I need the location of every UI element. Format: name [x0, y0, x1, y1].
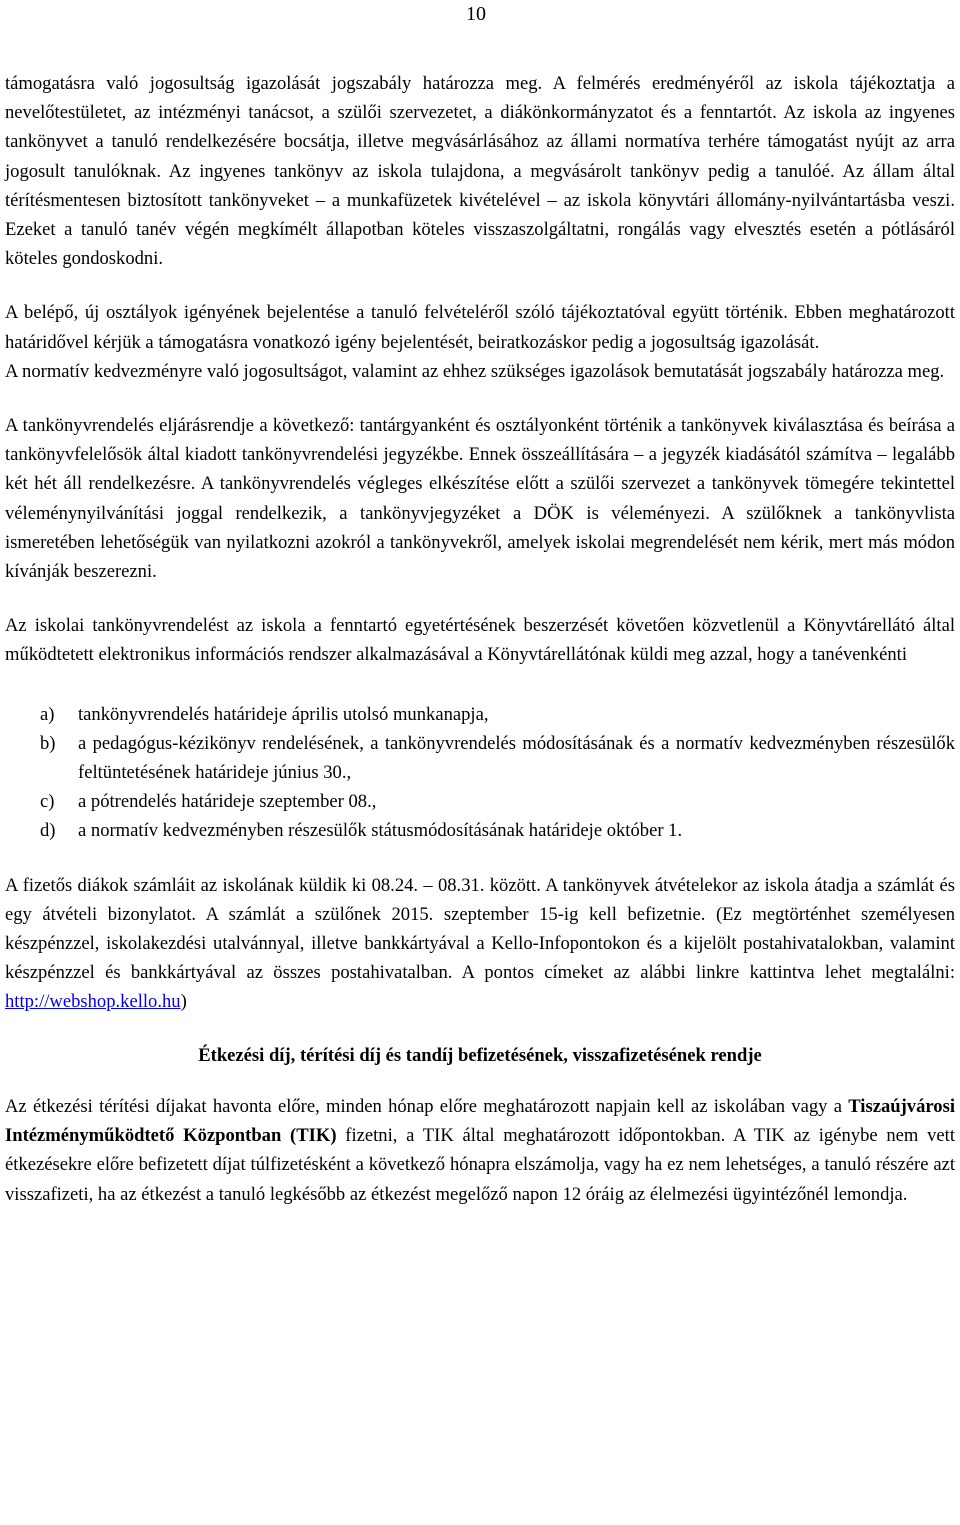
payment-text-end: ): [180, 991, 187, 1013]
paragraph-textbook-support: támogatásra való jogosultság igazolását jogszabály határozza meg. A felmérés eredményéről az iskola tájékoztatja a nevelőtestületet, az intézményi tanácsot, a szülői szervezetet, a diákönkormányzatot és a fenntartót. Az iskola az ingyenes tankönyvet a tanuló rendelkezésére bocsátja, illetve megvásárlásához az állami normatíva terhére támogatást nyújt az arra jogosult tanulóknak. Az ingyenes tankönyv az iskola tulajdona, a megvásárolt tankönyv pedig a tanulóé. Az állam által térítésmentesen biztosított tankönyveket – a munkafüzetek kivételével – az iskola könyvtári állomány-nyilvántartásba veszi. Ezeket a tanuló tanév végén megkímélt állapotban köteles visszaszolgáltatni, rongálás vagy elvesztés esetén a pótlásáról köteles gondoskodni.: [5, 73, 955, 270]
paragraph-payment: [5, 871, 955, 1017]
list-item-text: a pótrendelés határideje szeptember 08.,: [78, 791, 377, 813]
list-item: [5, 729, 955, 787]
payment-text: A fizetős diákok számláit az iskolának küldik ki 08.24. – 08.31. között. A tankönyvek átvételekor az iskola átadja a számlát és egy átvételi bizonylatot. A számlát a szülőnek 2015. szeptember 15-ig kell befizetnie. (Ez megtörténhet személyesen készpénzzel, iskolakezdési utalvánnyal, illetve bankkártyával a Kello-Infopontokon és a kijelölt postahivatalokban, valamint készpénzzel és bankkártyával az összes postahivatalban. A pontos címeket az alábbi linkre kattintva lehet megtalálni:: [5, 874, 955, 984]
meal-fees-text: Az étkezési térítési díjakat havonta előre, minden hónap előre meghatározott napjain kell az iskolában vagy a: [5, 1095, 849, 1117]
document-body: [5, 69, 955, 1209]
page-number: 10: [466, 3, 486, 25]
paragraph-ordering-procedure: A tankönyvrendelés eljárásrendje a következő: tantárgyanként és osztályonként történik a tankönyvek kiválasztása és beírása a tankönyvfelelősök által kiadott tankönyvrendelési jegyzékbe. Ennek összeállítására – a jegyzék kiadásától számítva – legalább két hét áll rendelkezésre. A tankönyvrendelés végleges elkészítése előtt a szülői szervezet a tankönyvek tömegére tekintettel véleménynyilvánítási joggal rendelkezik, a tankönyvjegyzéket a DÖK is véleményezi. A szülőknek a tankönyvlista ismeretében lehetőségük van nyilatkozni azokról a tankönyvekről, amelyek iskolai megrendelését nem kérik, mert más módon kívánják beszerezni.: [5, 415, 955, 583]
paragraph-new-classes: A belépő, új osztályok igényének bejelentése a tanuló felvételéről szóló tájékoztatóval együtt történik. Ebben meghatározott határidővel kérjük a támogatásra vonatkozó igény bejelentését, beiratkozáskor pedig a jogosultság igazolását.: [5, 302, 955, 353]
list-item-text: tankönyvrendelés határideje április utolsó munkanapja,: [78, 703, 489, 725]
list-item: [5, 787, 955, 816]
paragraph-school-order: Az iskolai tankönyvrendelést az iskola a fenntartó egyetértésének beszerzését követően közvetlenül a Könyvtárellátó által működtetett elektronikus információs rendszer alkalmazásával a Könyvtárellátónak küldi meg azzal, hogy a tanévenkénti: [5, 615, 955, 666]
deadline-list: [5, 700, 955, 846]
paragraph-meal-fees: [5, 1092, 955, 1209]
list-item: [5, 816, 955, 845]
list-marker: c): [40, 791, 55, 813]
list-marker: d): [40, 820, 56, 842]
list-marker: a): [40, 703, 55, 725]
list-item: [5, 700, 955, 729]
list-marker: b): [40, 732, 56, 754]
tik-name: Tiszaújvárosi Intézményműködtető Központban (TIK): [5, 1095, 955, 1147]
list-item-text: a normatív kedvezményben részesülők státusmódosításának határideje október 1.: [78, 820, 683, 842]
section-heading: Étkezési díj, térítési díj és tandíj befizetésének, visszafizetésének rendje: [198, 1044, 762, 1066]
webshop-link[interactable]: http://webshop.kello.hu: [5, 991, 181, 1013]
list-item-text: a pedagógus-kézikönyv rendelésének, a tankönyvrendelés módosításának és a normatív kedvezményben részesülők feltüntetésének határideje június 30.,: [78, 732, 955, 784]
paragraph-normative-benefit: A normatív kedvezményre való jogosultságot, valamint az ehhez szükséges igazolások bemutatását jogszabály határozza meg.: [5, 360, 945, 382]
meal-fees-text-end: fizetni, a TIK által meghatározott időpontokban. A TIK az igénybe nem vett étkezésekre előre befizetett díjat túlfizetésként a következő hónapra elszámolja, vagy ha ez nem lehetséges, a tanuló részére azt visszafizeti, ha az étkezést a tanuló legkésőbb az étkezést megelőző napon 12 óráig az élelmezési ügyintézőnél lemondja.: [5, 1125, 955, 1205]
